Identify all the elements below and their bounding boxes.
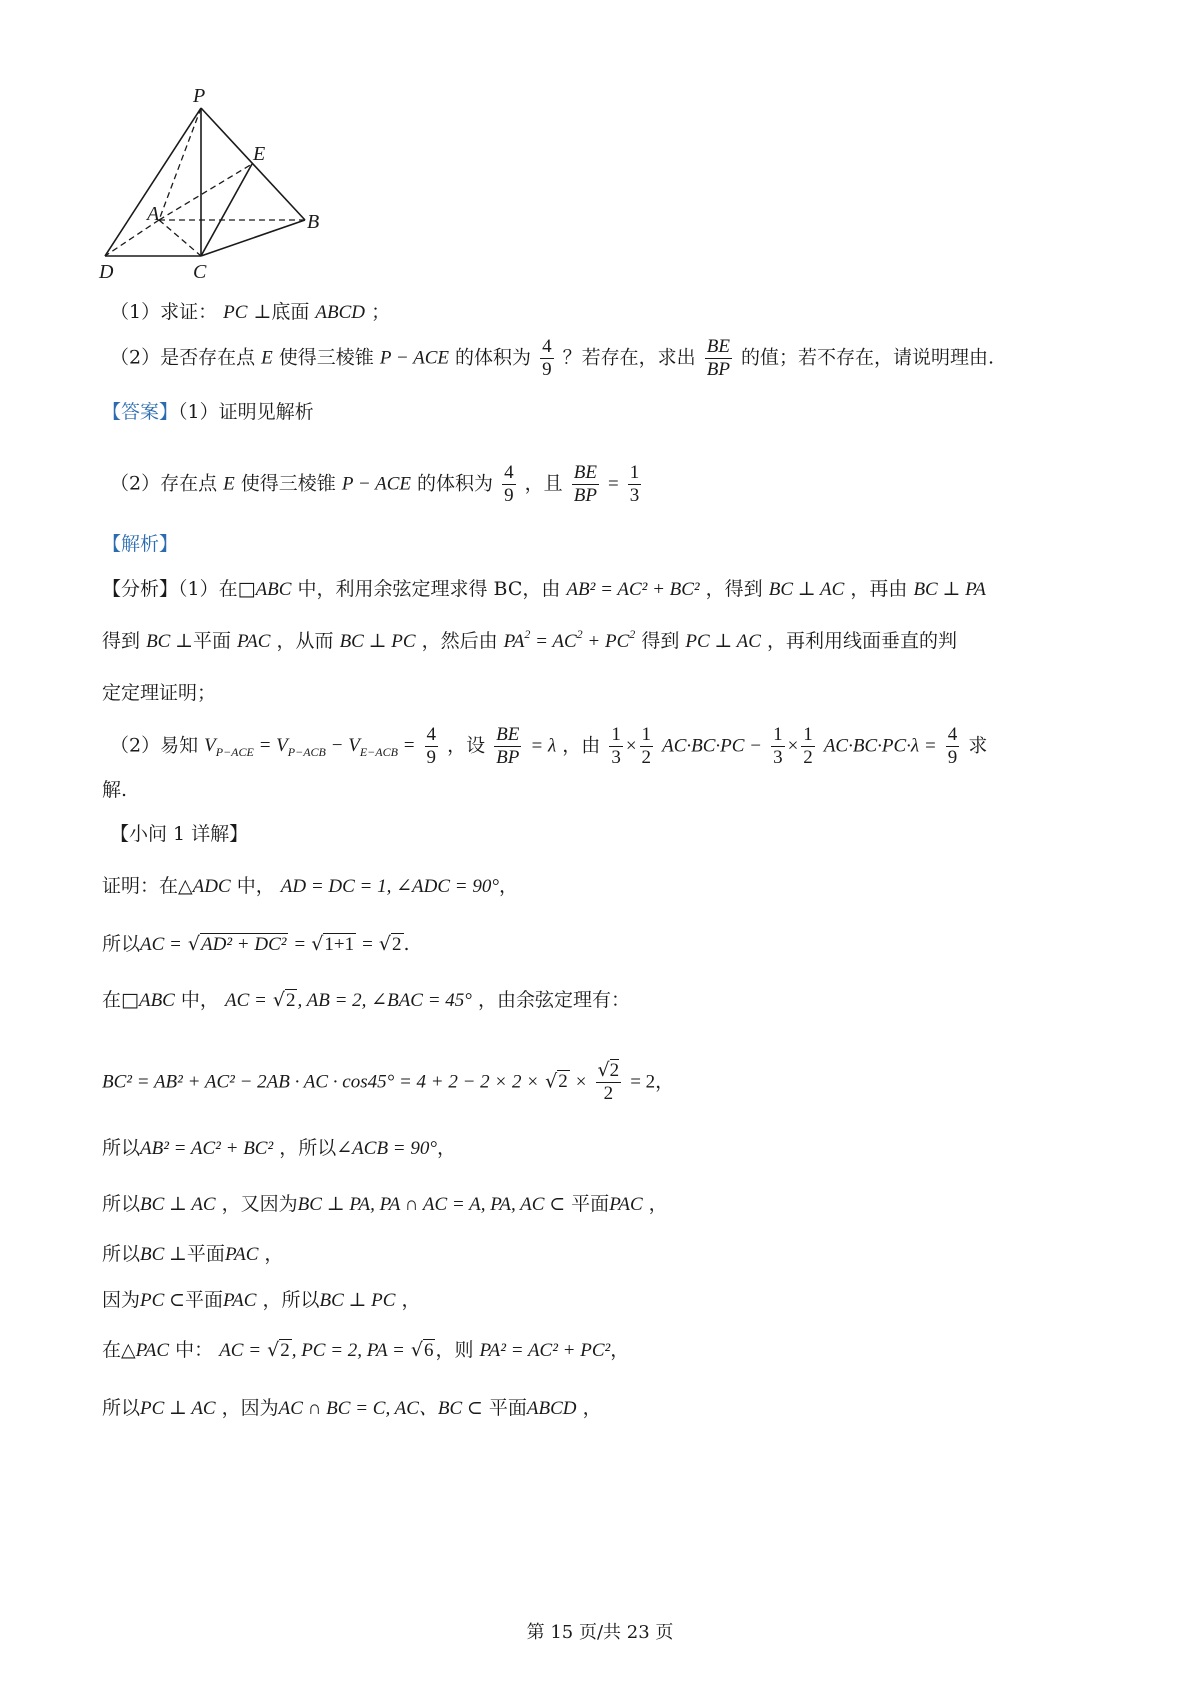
l8-c: ，所以 (262, 1289, 320, 1311)
l2-r3: 2 (392, 934, 402, 955)
fx4-times2: × (787, 735, 799, 757)
a2-prefix: （2）存在点 (110, 472, 218, 495)
fx4-b: ，设 (447, 734, 486, 757)
l4-r: 2 (558, 1071, 568, 1093)
l9-m3: PA² = AC² + PC² (479, 1340, 611, 1361)
l7-b: 平面 (186, 1243, 225, 1265)
question-2 (110, 336, 994, 381)
edge-AE (159, 164, 252, 220)
l2-eq: = (294, 934, 306, 955)
fx2-m2: PAC (237, 631, 271, 652)
l3-a: 在 (102, 989, 122, 1011)
l9-c: ，则 (435, 1339, 474, 1361)
l6-m1: BC ⊥ AC (140, 1194, 216, 1215)
fx4-volumes: $V_{P-ACE} = V_{P-ACB} - V_{E-ACB}$ = (204, 735, 416, 760)
edge-AD (105, 220, 159, 256)
l6-c: 平面 (571, 1193, 610, 1215)
detail-line-10 (102, 1394, 602, 1423)
fx1-d: ，再由 (850, 578, 908, 600)
a2-solid: P − ACE (341, 473, 411, 495)
fx4-ratio: $\frac{BE}{BP}$ (496, 724, 520, 768)
l5-m2: ∠ACB = 90° (336, 1138, 437, 1159)
q2-solid: P − ACE (379, 347, 449, 369)
l3-m2: , AB = 2, ∠BAC = 45° (297, 990, 472, 1011)
q2-ratio-fraction: $\frac{BE}{BP}$ (706, 336, 730, 380)
fx4-frac-1-2: $\frac{1}{2}$ (641, 724, 652, 768)
l9-m1: AC = (219, 1340, 262, 1361)
l4-m1: BC² = AB² + AC² − 2AB · AC · cos45° = 4 + 2 − 2 × 2 × (102, 1071, 540, 1093)
fx4-lambda: = λ (530, 735, 557, 757)
fx1-b: 中，利用余弦定理求得 BC，由 (297, 578, 561, 600)
l9-r1: 2 (280, 1340, 290, 1361)
q2-text3: ？若存在，求出 (562, 346, 696, 369)
l2-m1: AC = (140, 934, 182, 955)
l6-m3: PAC (609, 1194, 643, 1215)
fx4-frac-4-9b: $\frac{4}{9}$ (947, 724, 958, 768)
l8-d: ， (401, 1289, 421, 1311)
fx2-pythag: $PA^2 = AC^2 + PC^2$ (503, 627, 636, 652)
page-footer (0, 1618, 1200, 1644)
fx5: 解. (102, 779, 128, 801)
q1-text: 底面 (271, 301, 310, 323)
detail-line-9: 在△PAC 中： AC = √2 , PC = 2, PA = √6 ，则 PA² = AC² + PC²， (102, 1339, 630, 1361)
l1-c: ， (498, 875, 518, 897)
a2-text3: ，且 (524, 472, 563, 495)
analysis-line-3 (102, 679, 216, 707)
l1-a: 证明：在 (102, 875, 179, 897)
edge-CE (201, 164, 252, 256)
l10-d: ， (582, 1397, 602, 1419)
detail-line-1 (102, 872, 518, 901)
l8-m3: BC ⊥ PC (319, 1290, 396, 1311)
detail-line-4: BC² = AB² + AC² − 2AB · AC · cos45° = 4 + 2 − 2 × 2 × √2 × $\frac{√2}{2}$ = 2， (102, 1059, 675, 1104)
fx2-d: ，然后由 (421, 630, 498, 652)
q2-prefix: （2）是否存在点 (110, 346, 256, 369)
fx4-frac-1-3b: $\frac{1}{3}$ (773, 724, 783, 768)
l10-c: 平面 (488, 1397, 527, 1419)
l1-b: 中， (236, 875, 275, 897)
detail-line-6 (102, 1190, 668, 1219)
fx2-c: ，从而 (276, 630, 334, 652)
triangle-symbol-2: □ (121, 989, 139, 1011)
vertex-label-E: E (253, 143, 266, 165)
l5-b: ，所以 (279, 1137, 337, 1159)
fx3: 定定理证明； (102, 682, 217, 704)
l2-r1: AD² + DC² (201, 934, 287, 955)
l7-a: 所以 (102, 1243, 141, 1265)
l3-b: 中， (180, 989, 219, 1011)
l3-r: 2 (285, 990, 296, 1011)
q1-perp: ⊥ (253, 302, 272, 323)
analysis-line-4 (110, 724, 987, 769)
fx1-eq: AB² = AC² + BC² (566, 579, 700, 600)
l9-b: 中： (175, 1339, 214, 1361)
answer-tag: 【答案】 (102, 401, 179, 423)
fx4-end: 求 (968, 734, 988, 757)
l7-c: ， (264, 1243, 284, 1265)
analysis-line-2 (102, 627, 957, 656)
fx2-f: ，再利用线面垂直的判 (767, 630, 958, 652)
detail-title (110, 820, 248, 848)
l1-tri: △ADC (178, 876, 231, 897)
fx2-e: 得到 (641, 630, 680, 652)
l6-m2: BC ⊥ PA, PA ∩ AC = A, PA, AC ⊂ (297, 1194, 566, 1215)
fx2-b: 平面 (192, 630, 231, 652)
fx2-m7: PC ⊥ AC (685, 631, 761, 652)
l8-b: 平面 (184, 1289, 223, 1311)
fx2-a: 得到 (102, 630, 141, 652)
l8-m1: PC ⊂ (140, 1290, 185, 1311)
a2-text1: 使得三棱锥 (240, 472, 336, 495)
l2-r2: 1+1 (324, 934, 355, 955)
fx4-c: ，由 (562, 734, 601, 757)
q1-math-abcd: ABCD (315, 302, 366, 323)
triangle-symbol: □ (237, 578, 256, 600)
l5-c: ， (436, 1137, 456, 1159)
l8-a: 因为 (102, 1289, 141, 1311)
vertex-label-P: P (193, 85, 206, 107)
edge-PD (105, 108, 201, 256)
detail-line-2: 所以AC = √AD² + DC² = √1+1 = √2 . (102, 933, 410, 955)
q1-end: ； (371, 301, 391, 323)
l2-eq2: = (362, 934, 373, 955)
analysis-line-5 (102, 776, 127, 804)
fx2-m1: BC ⊥ (146, 631, 193, 652)
edge-CB (201, 220, 305, 256)
l10-a: 所以 (102, 1397, 141, 1419)
l9-r2: 6 (423, 1340, 434, 1361)
a2-ratio-fraction: $\frac{BE}{BP}$ (573, 462, 597, 506)
a2-eq: = (607, 473, 619, 495)
l6-a: 所以 (102, 1193, 141, 1215)
l8-m2: PAC (222, 1290, 257, 1311)
a2-value-fraction: $\frac{1}{3}$ (629, 462, 640, 506)
q1-prefix: （1）求证： (110, 301, 218, 323)
answer-2 (110, 462, 644, 507)
fx-tag: 【分析】 (102, 578, 179, 600)
l4-frac: $\frac{√2}{2}$ (597, 1059, 620, 1104)
analysis-tag (102, 530, 178, 558)
l10-m3: ABCD (526, 1398, 577, 1419)
l1-m: AD = DC = 1, ∠ADC = 90° (280, 876, 499, 897)
l9-tri: △PAC (121, 1340, 170, 1361)
a2-text2: 的体积为 (417, 472, 494, 495)
fx4-a: （2）易知 (110, 734, 199, 757)
q2-text1: 使得三棱锥 (278, 346, 374, 369)
fx1-a: （1）在 (178, 578, 238, 600)
fx4-frac-4-9: $\frac{4}{9}$ (426, 724, 437, 768)
l5-a: 所以 (102, 1137, 141, 1159)
detail-line-5 (102, 1134, 456, 1163)
answer-1 (102, 398, 314, 426)
l7-m2: PAC (224, 1244, 259, 1265)
vertex-label-C: C (193, 261, 207, 283)
q2-point: E (261, 347, 273, 369)
a2-volume-fraction: $\frac{4}{9}$ (504, 462, 514, 506)
fx4-frac-1-2b: $\frac{1}{2}$ (803, 724, 813, 768)
l2-end: . (403, 933, 410, 955)
fx4-expr1: AC·BC·PC − (662, 735, 763, 757)
detail-title-text: 【小问 1 详解】 (110, 823, 249, 845)
fx1-m1: BC ⊥ AC (768, 579, 845, 600)
vertex-label-A: A (147, 203, 160, 225)
a2-point: E (223, 473, 235, 495)
fx1-c: ，得到 (705, 578, 763, 600)
page-number: 第 15 页/共 23 页 (526, 1622, 674, 1643)
l6-d: ， (648, 1193, 668, 1215)
analysis-tag-text: 【解析】 (102, 533, 179, 555)
l3-m1: AC = (224, 990, 267, 1011)
q1-math-pc: PC (223, 302, 248, 323)
question-1 (110, 298, 390, 327)
fx4-frac-1-3: $\frac{1}{3}$ (611, 724, 621, 768)
fx2-m3: BC ⊥ PC (339, 631, 416, 652)
q2-text4: 的值；若不存在，请说明理由. (740, 346, 995, 369)
l6-b: ，又因为 (221, 1193, 298, 1215)
l10-b: ，因为 (221, 1397, 279, 1419)
vertex-label-D: D (99, 261, 114, 283)
analysis-line-1 (102, 575, 986, 604)
detail-line-8 (102, 1286, 420, 1315)
edge-AC (159, 220, 201, 256)
fx1-tri: ABC (255, 579, 292, 600)
pyramid-diagram (95, 80, 335, 290)
l10-m2: AC ∩ BC = C, AC、BC ⊂ (278, 1398, 483, 1419)
l4-end: ， (655, 1070, 675, 1093)
l3-tri: ABC (138, 990, 175, 1011)
q2-volume-fraction: $\frac{4}{9}$ (542, 336, 552, 380)
l9-a: 在 (102, 1339, 122, 1361)
l10-m1: PC ⊥ AC (140, 1398, 216, 1419)
q2-text2: 的体积为 (455, 346, 532, 369)
l7-m1: BC ⊥ (140, 1244, 187, 1265)
l2-a: 所以 (102, 933, 141, 955)
l3-c: ，由余弦定理有： (477, 989, 630, 1011)
fx1-m2: BC ⊥ PA (913, 579, 986, 600)
l9-d: ， (610, 1339, 630, 1361)
fx4-expr2: AC·BC·PC·λ = (823, 735, 937, 757)
l4-times: × (575, 1071, 587, 1093)
l5-m1: AB² = AC² + BC² (140, 1138, 274, 1159)
detail-line-3: 在□ABC 中， AC = √2 , AB = 2, ∠BAC = 45° ，由余弦定理有： (102, 989, 630, 1011)
fx4-times: × (625, 735, 637, 757)
l4-eq: = 2 (630, 1071, 656, 1093)
l9-m2: , PC = 2, PA = (291, 1340, 405, 1361)
vertex-label-B: B (307, 211, 320, 233)
answer-1-text: （1）证明见解析 (178, 401, 314, 423)
detail-line-7 (102, 1240, 283, 1269)
